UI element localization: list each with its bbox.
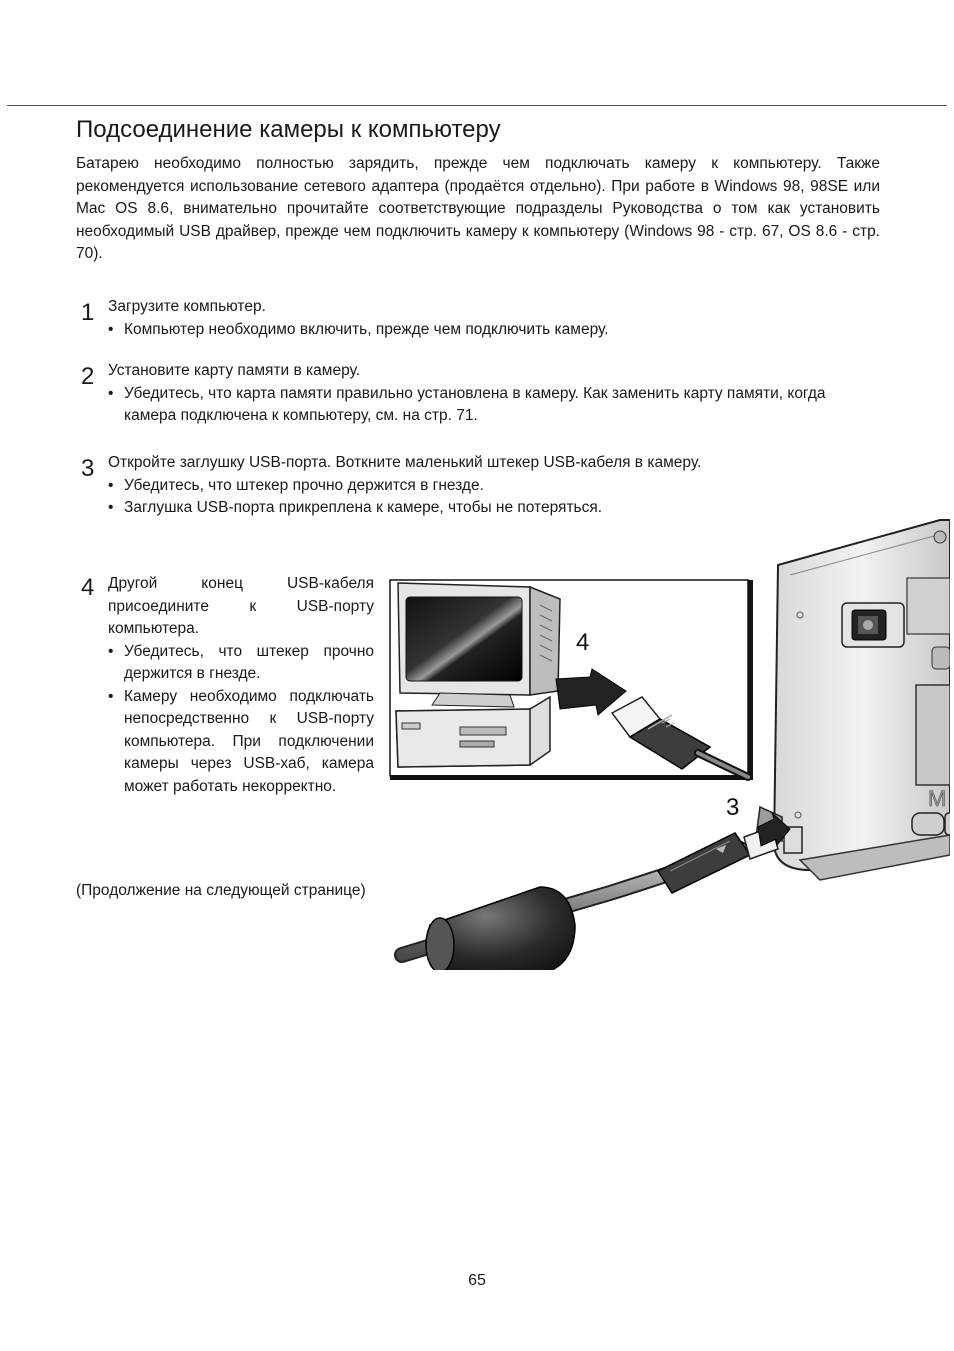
step-2-bullet: • Убедитесь, что карта памяти правильно установлена в камеру. Как заменить карту памяти, когда камера подключена к компьютеру, см. на стр. 71. <box>108 383 828 428</box>
callout-4: 4 <box>576 629 590 656</box>
mini-usb-plug <box>658 833 750 893</box>
step-number: 3 <box>81 455 95 482</box>
intro-paragraph: Батарею необходимо полностью зарядить, прежде чем подключать камеру к компьютеру. Также рекомендуется использование сетевого адаптера (продаётся отдельно). При работе в Windows 98, 98SE или Mac OS 8.6, внимательно прочитайте соответствующие подразделы Руководства о том как установить необходимый USB драйвер, прежде чем подключить камеру к компьютеру (Windows 98 - стр. 67, OS 8.6 - стр. 70). <box>76 155 880 262</box>
step-4-bullet: • Убедитесь, что штекер прочно держится в гнезде. <box>108 641 374 686</box>
step-1 <box>108 296 609 341</box>
monitor-screen <box>406 597 522 681</box>
step-number: 2 <box>81 363 95 390</box>
header-rule <box>7 105 947 106</box>
step-3-bullet: • Заглушка USB-порта прикреплена к камере, чтобы не потеряться. <box>108 497 701 520</box>
callout-3: 3 <box>726 794 740 821</box>
camera-brand-letter: M <box>928 786 947 811</box>
step-3 <box>108 452 701 520</box>
step-2 <box>108 360 828 428</box>
step-3-bullet: • Убедитесь, что штекер прочно держится в гнезде. <box>108 475 701 498</box>
step-4-bullet: • Камеру необходимо подключать непосредственно к USB-порту компьютера. При подключении камеры через USB-хаб, камера может работать некорректно. <box>108 686 374 799</box>
step-2-main: Установите карту памяти в камеру. <box>108 362 361 379</box>
step-number: 4 <box>81 574 95 601</box>
usb-connection-illustration <box>380 515 950 975</box>
continued-note: (Продолжение на следующей странице) <box>76 882 366 899</box>
step-4 <box>108 573 374 798</box>
step-1-main: Загрузите компьютер. <box>108 298 266 315</box>
step-number: 1 <box>81 299 95 326</box>
monitor <box>398 583 560 707</box>
step-4-main: Другой конец USB-кабеля присоедините к USB-порту компьютера. <box>108 575 374 637</box>
step-3-main: Откройте заглушку USB-порта. Воткните маленький штекер USB-кабеля в камеру. <box>108 454 702 471</box>
step-1-bullet: • Компьютер необходимо включить, прежде чем подключить камеру. <box>108 319 609 342</box>
page-title: Подсоединение камеры к компьютеру <box>76 116 501 143</box>
lcd-screen <box>916 685 950 785</box>
page-number: 65 <box>468 1272 486 1289</box>
computer-inset <box>390 580 753 780</box>
